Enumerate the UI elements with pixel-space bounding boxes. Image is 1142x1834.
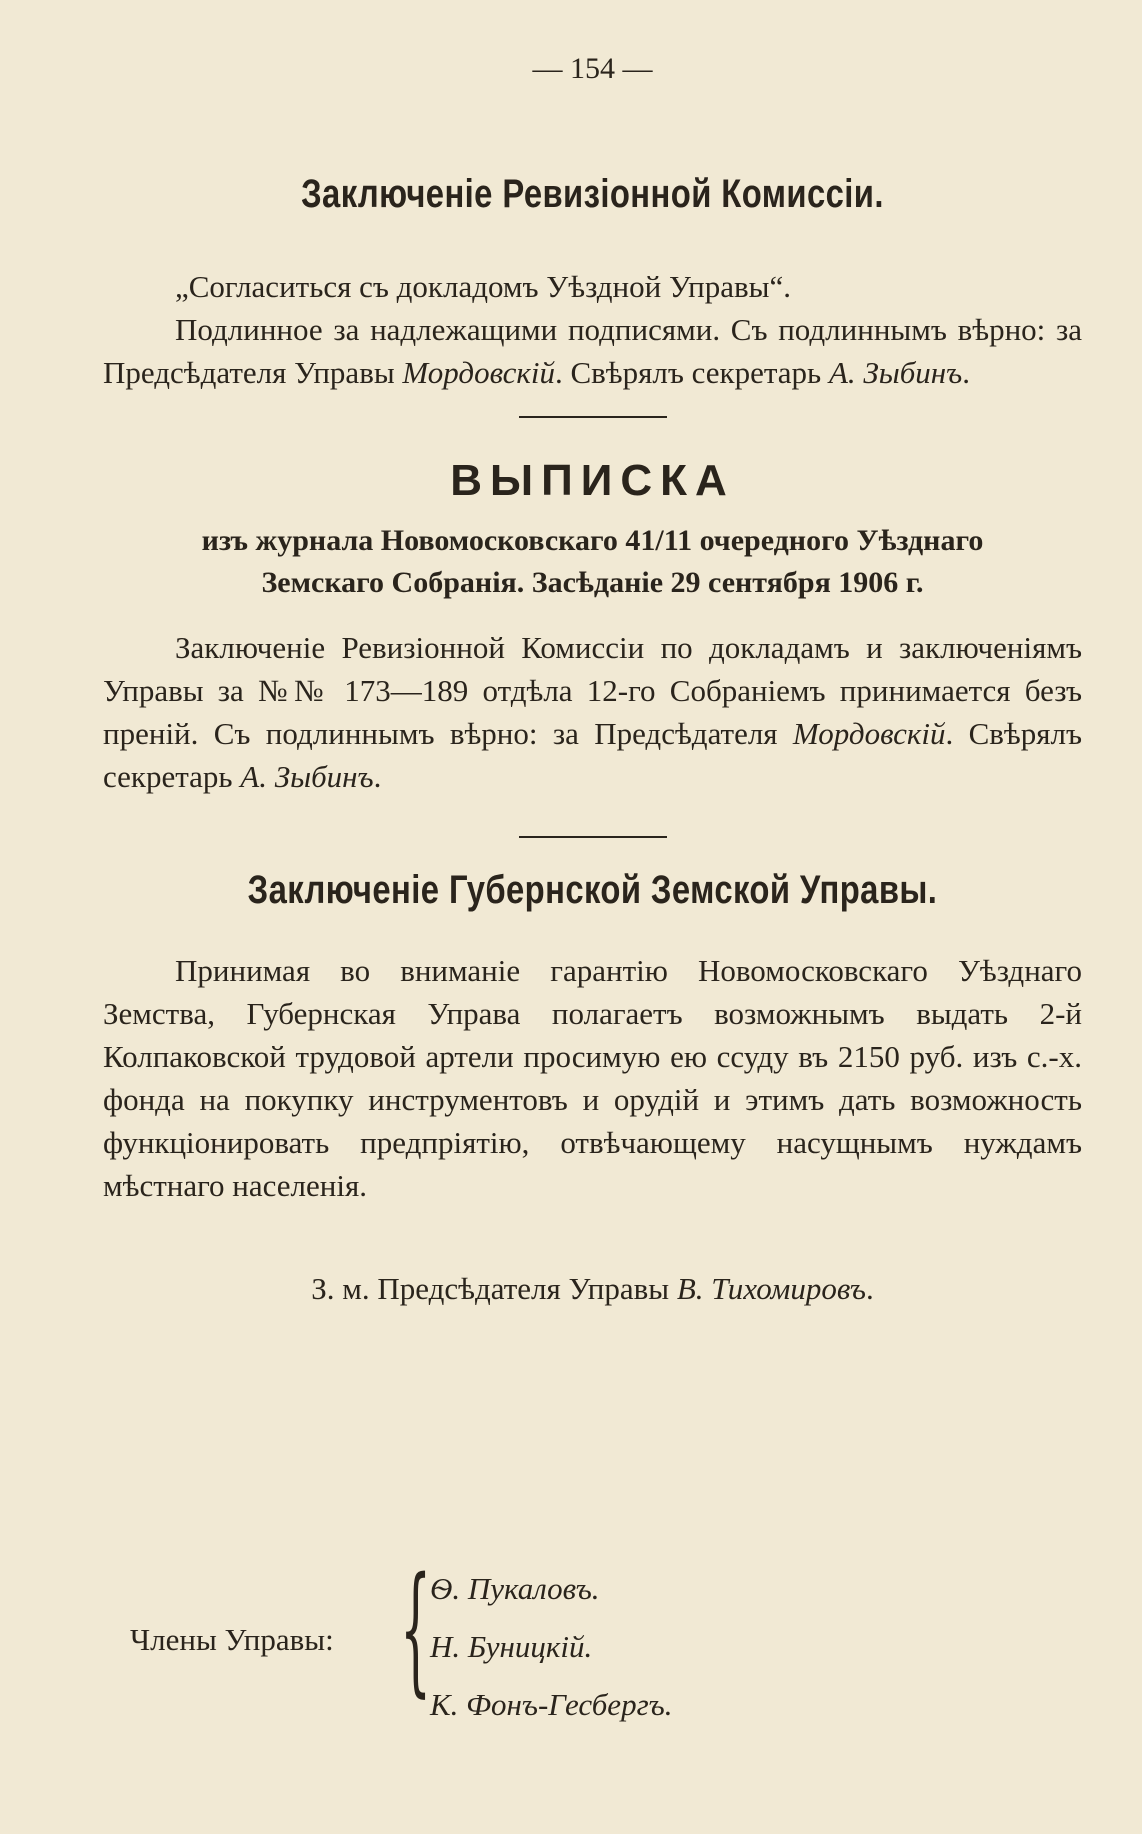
section-heading-gubernia-board: Заключеніе Губернской Земской Управы. (247, 868, 938, 912)
divider-rule (519, 416, 667, 418)
signer-name-mordovsky: Мордовскій (792, 716, 946, 751)
section1-text (103, 265, 1082, 394)
signer-name-mordovsky: Мордовскій (402, 355, 555, 390)
deputy-chairman-signature: З. м. Предсѣдателя Управы В. Тихомировъ. (311, 1271, 874, 1306)
section1-quote: „Согласиться съ докладомъ Уѣздной Управы“. (175, 269, 792, 304)
section1-body: Подлинное за надлежащими подписями. Съ подлиннымъ вѣрно: за Предсѣдателя Управы Мордовскій. Свѣрялъ секретарь А. Зыбинъ. (103, 312, 1082, 390)
board-members-label: Члены Управы: (130, 1622, 334, 1657)
section3-body: Принимая во вниманіе гарантію Новомосковскаго Уѣзднаго Земства, Губернская Управа полагаетъ возможнымъ выдать 2-й Колпаковской трудовой артели просимую ею ссуду въ 2150 руб. изъ с.-х. фонда на покупку инструментовъ и орудій и этимъ дать возможность функціонировать предпріятію, отвѣчающему насущнымъ нуждамъ мѣстнаго населенія. (103, 953, 1082, 1203)
member-name: К. Фонъ-Гесбергъ. (430, 1687, 673, 1722)
divider-rule (519, 836, 667, 838)
extract-heading: ВЫПИСКА (450, 456, 735, 505)
section2-body: Заключеніе Ревизіонной Комиссіи по докладамъ и заключеніямъ Управы за №№ 173—189 отдѣла 12-го Собраніемъ принимается безъ преній. Съ подлиннымъ вѣрно: за Предсѣдателя Мордовскій. Свѣрялъ секретарь А. Зыбинъ. (103, 630, 1083, 794)
board-members-list (430, 1560, 673, 1734)
secretary-name-zybin: А. Зыбинъ (240, 759, 374, 794)
secretary-name-zybin: А. Зыбинъ (828, 355, 963, 390)
section-heading-revision-commission: Заключеніе Ревизіонной Комиссіи. (301, 172, 884, 216)
member-name: Н. Буницкій. (430, 1629, 593, 1664)
member-name: Ѳ. Пукаловъ. (430, 1571, 600, 1606)
signer-name-tikhomirov: В. Тихомировъ (676, 1271, 866, 1306)
extract-subheading: изъ журнала Новомосковскаго 41/11 очередного Уѣзднаго Земскаго Собранія. Засѣданіе 29 сентября 1906 г. (201, 524, 984, 599)
brace-symbol: { (400, 1548, 432, 1711)
page-number: — 154 — (532, 52, 653, 85)
